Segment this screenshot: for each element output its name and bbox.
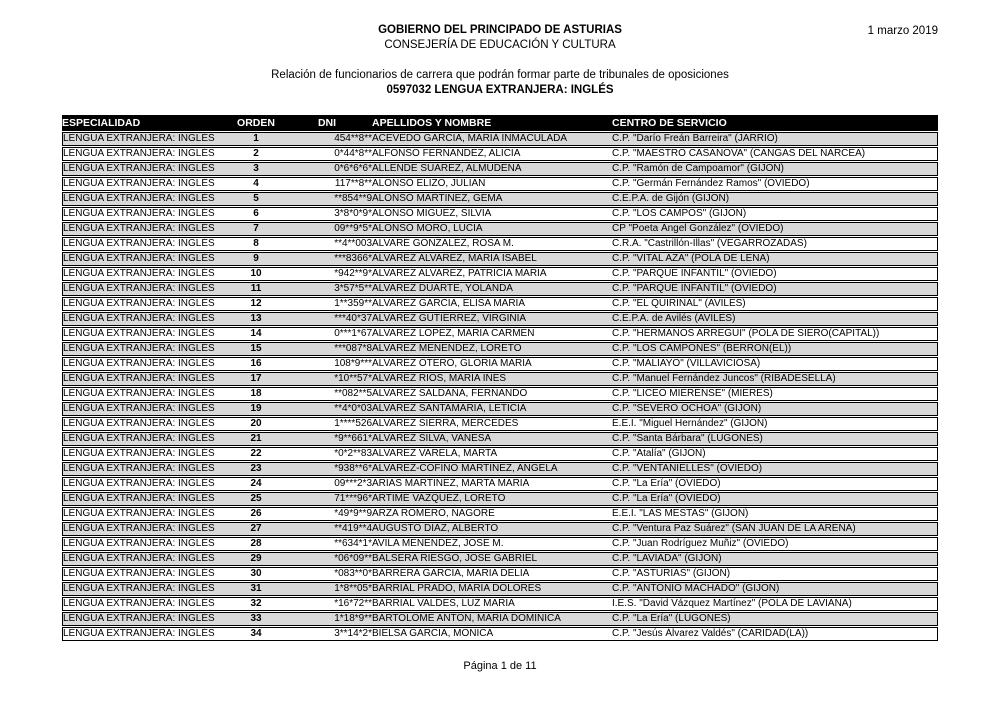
cell-dni: **419**4 [282, 522, 372, 536]
cell-especialidad: LENGUA EXTRANJERA: INGLÉS [62, 342, 230, 356]
cell-especialidad: LENGUA EXTRANJERA: INGLÉS [62, 582, 230, 596]
cell-dni: **854**9 [282, 192, 372, 206]
specialty-title: 0597032 LENGUA EXTRANJERA: INGLÉS [386, 84, 614, 96]
cell-especialidad: LENGUA EXTRANJERA: INGLÉS [62, 417, 230, 431]
table-header-row [62, 115, 938, 131]
cell-dni: 1**359** [282, 297, 372, 311]
cell-dni: ***8366* [282, 252, 372, 266]
table-row [62, 387, 938, 401]
table-row [62, 507, 938, 521]
cell-apellidos-nombre: BIELSA GARCIA, MONICA [372, 627, 612, 641]
cell-especialidad: LENGUA EXTRANJERA: INGLÉS [62, 522, 230, 536]
cell-centro-servicio: C.P. "PARQUE INFANTIL" (OVIEDO) [612, 267, 938, 281]
cell-orden: 6 [230, 207, 282, 221]
cell-apellidos-nombre: ALVAREZ LOPEZ, MARIA CARMEN [372, 327, 612, 341]
table-row [62, 177, 938, 191]
cell-dni: ***087*8 [282, 342, 372, 356]
cell-orden: 27 [230, 522, 282, 536]
cell-especialidad: LENGUA EXTRANJERA: INGLÉS [62, 192, 230, 206]
cell-dni: *083**0* [282, 567, 372, 581]
cell-dni: 09**9*5* [282, 222, 372, 236]
table-row [62, 282, 938, 296]
cell-orden: 23 [230, 462, 282, 476]
cell-especialidad: LENGUA EXTRANJERA: INGLÉS [62, 612, 230, 626]
cell-centro-servicio: C.P. "LOS CAMPONES" (BERRON(EL)) [612, 342, 938, 356]
cell-dni: 0*6*6*6* [282, 162, 372, 176]
cell-especialidad: LENGUA EXTRANJERA: INGLÉS [62, 132, 230, 146]
cell-dni: 1****526 [282, 417, 372, 431]
cell-dni: *0*2**83 [282, 447, 372, 461]
cell-centro-servicio: C.P. "LAVIADA" (GIJON) [612, 552, 938, 566]
cell-apellidos-nombre: ALVAREZ MENENDEZ, LORETO [372, 342, 612, 356]
table-row [62, 357, 938, 371]
cell-dni: 1*8**05* [282, 582, 372, 596]
cell-centro-servicio: C.R.A. "Castrillón-Illas" (VEGARROZADAS) [612, 237, 938, 251]
cell-apellidos-nombre: ALONSO ELIZO, JULIAN [372, 177, 612, 191]
cell-especialidad: LENGUA EXTRANJERA: INGLÉS [62, 462, 230, 476]
cell-dni: *9**661* [282, 432, 372, 446]
cell-especialidad: LENGUA EXTRANJERA: INGLÉS [62, 492, 230, 506]
cell-apellidos-nombre: ALONSO MARTINEZ, GEMA [372, 192, 612, 206]
cell-orden: 24 [230, 477, 282, 491]
roster-table [62, 114, 938, 642]
table-row [62, 492, 938, 506]
cell-apellidos-nombre: ALVAREZ VARELA, MARTA [372, 447, 612, 461]
cell-orden: 30 [230, 567, 282, 581]
cell-centro-servicio: C.P. "Ramón de Campoamor" (GIJON) [612, 162, 938, 176]
cell-orden: 11 [230, 282, 282, 296]
document-header [0, 0, 1000, 96]
cell-centro-servicio: CP "Poeta Ángel González" (OVIEDO) [612, 222, 938, 236]
column-header-orden: ORDEN [230, 115, 282, 131]
table-row [62, 432, 938, 446]
department-name: CONSEJERÍA DE EDUCACIÓN Y CULTURA [384, 39, 616, 51]
cell-especialidad: LENGUA EXTRANJERA: INGLÉS [62, 282, 230, 296]
cell-dni: 0*44*8** [282, 147, 372, 161]
cell-dni: 3*57*5** [282, 282, 372, 296]
cell-dni: **634*1* [282, 537, 372, 551]
cell-orden: 17 [230, 372, 282, 386]
cell-centro-servicio: C.P. "La Ería" (LUGONES) [612, 612, 938, 626]
table-header [62, 115, 938, 131]
cell-especialidad: LENGUA EXTRANJERA: INGLÉS [62, 357, 230, 371]
table-row [62, 162, 938, 176]
cell-apellidos-nombre: ARZA ROMERO, NAGORE [372, 507, 612, 521]
cell-centro-servicio: C.P. "Santa Bárbara" (LUGONES) [612, 432, 938, 446]
cell-orden: 3 [230, 162, 282, 176]
table-row [62, 267, 938, 281]
cell-orden: 18 [230, 387, 282, 401]
cell-orden: 26 [230, 507, 282, 521]
cell-dni: 0***1*67 [282, 327, 372, 341]
cell-especialidad: LENGUA EXTRANJERA: INGLÉS [62, 507, 230, 521]
cell-dni: *49*9**9 [282, 507, 372, 521]
cell-apellidos-nombre: ALVAREZ OTERO, GLORIA MARIA [372, 357, 612, 371]
cell-apellidos-nombre: ARTIME VAZQUEZ, LORETO [372, 492, 612, 506]
cell-apellidos-nombre: ALVAREZ ALVAREZ, PATRICIA MARIA [372, 267, 612, 281]
table-row [62, 522, 938, 536]
cell-dni: **082**5 [282, 387, 372, 401]
cell-centro-servicio: C.P. "EL QUIRINAL" (AVILES) [612, 297, 938, 311]
column-header-apellidos-nombre: APELLIDOS Y NOMBRE [372, 115, 612, 131]
cell-centro-servicio: C.P. "ANTONIO MACHADO" (GIJON) [612, 582, 938, 596]
cell-especialidad: LENGUA EXTRANJERA: INGLÉS [62, 627, 230, 641]
column-header-especialidad: ESPECIALIDAD [62, 115, 230, 131]
cell-centro-servicio: C.P. "SEVERO OCHOA" (GIJON) [612, 402, 938, 416]
cell-apellidos-nombre: BARTOLOME ANTON, MARIA DOMINICA [372, 612, 612, 626]
cell-orden: 13 [230, 312, 282, 326]
cell-apellidos-nombre: ALVAREZ SALDAÑA, FERNANDO [372, 387, 612, 401]
cell-dni: **4**003 [282, 237, 372, 251]
government-name: GOBIERNO DEL PRINCIPADO DE ASTURIAS [378, 24, 622, 36]
cell-especialidad: LENGUA EXTRANJERA: INGLÉS [62, 387, 230, 401]
cell-especialidad: LENGUA EXTRANJERA: INGLÉS [62, 327, 230, 341]
cell-centro-servicio: C.P. "VITAL AZA" (POLA DE LENA) [612, 252, 938, 266]
cell-orden: 25 [230, 492, 282, 506]
cell-centro-servicio: C.P. "VENTANIELLES" (OVIEDO) [612, 462, 938, 476]
cell-apellidos-nombre: ALVAREZ GUTIERREZ, VIRGINIA [372, 312, 612, 326]
cell-centro-servicio: C.P. "Manuel Fernández Juncos" (RIBADESELLA) [612, 372, 938, 386]
cell-apellidos-nombre: ALVARE GONZALEZ, ROSA M. [372, 237, 612, 251]
cell-apellidos-nombre: ALVAREZ SILVA, VANESA [372, 432, 612, 446]
cell-centro-servicio: C.P. "La Ería" (OVIEDO) [612, 477, 938, 491]
cell-orden: 5 [230, 192, 282, 206]
cell-apellidos-nombre: AUGUSTO DIAZ, ALBERTO [372, 522, 612, 536]
cell-apellidos-nombre: ALVAREZ GARCIA, ELISA MARIA [372, 297, 612, 311]
cell-centro-servicio: C.P. "MAESTRO CASANOVA" (CANGAS DEL NARCEA) [612, 147, 938, 161]
cell-dni: 09***2*3 [282, 477, 372, 491]
cell-centro-servicio: C.E.P.A. de Gijón (GIJON) [612, 192, 938, 206]
cell-orden: 1 [230, 132, 282, 146]
cell-dni: *10**57* [282, 372, 372, 386]
table-row [62, 552, 938, 566]
table-row [62, 252, 938, 266]
cell-centro-servicio: C.P. "Darío Freán Barreira" (JARRIO) [612, 132, 938, 146]
column-header-centro-servicio: CENTRO DE SERVICIO [612, 115, 938, 131]
table-row [62, 342, 938, 356]
cell-orden: 12 [230, 297, 282, 311]
cell-especialidad: LENGUA EXTRANJERA: INGLÉS [62, 222, 230, 236]
table-row [62, 567, 938, 581]
cell-apellidos-nombre: ACEVEDO GARCIA, MARIA INMACULADA [372, 132, 612, 146]
cell-especialidad: LENGUA EXTRANJERA: INGLÉS [62, 567, 230, 581]
cell-centro-servicio: C.P. "Germán Fernández Ramos" (OVIEDO) [612, 177, 938, 191]
cell-apellidos-nombre: BARRIAL VALDES, LUZ MARIA [372, 597, 612, 611]
table-row [62, 462, 938, 476]
cell-especialidad: LENGUA EXTRANJERA: INGLÉS [62, 552, 230, 566]
cell-apellidos-nombre: BARRIAL PRADO, MARIA DOLORES [372, 582, 612, 596]
cell-especialidad: LENGUA EXTRANJERA: INGLÉS [62, 237, 230, 251]
cell-especialidad: LENGUA EXTRANJERA: INGLÉS [62, 207, 230, 221]
cell-dni: 3*8*0*9* [282, 207, 372, 221]
cell-especialidad: LENGUA EXTRANJERA: INGLÉS [62, 312, 230, 326]
table-row [62, 417, 938, 431]
cell-dni: 454**8** [282, 132, 372, 146]
table-row [62, 477, 938, 491]
table-row [62, 597, 938, 611]
cell-orden: 2 [230, 147, 282, 161]
cell-especialidad: LENGUA EXTRANJERA: INGLÉS [62, 177, 230, 191]
cell-apellidos-nombre: ALVAREZ-COFIÑO MARTINEZ, ANGELA [372, 462, 612, 476]
cell-apellidos-nombre: ALONSO MORO, LUCIA [372, 222, 612, 236]
cell-orden: 4 [230, 177, 282, 191]
table-row [62, 222, 938, 236]
cell-especialidad: LENGUA EXTRANJERA: INGLÉS [62, 402, 230, 416]
cell-orden: 32 [230, 597, 282, 611]
table-row [62, 402, 938, 416]
cell-especialidad: LENGUA EXTRANJERA: INGLÉS [62, 537, 230, 551]
cell-orden: 34 [230, 627, 282, 641]
table-row [62, 612, 938, 626]
cell-dni: 3**14*2* [282, 627, 372, 641]
cell-orden: 16 [230, 357, 282, 371]
cell-especialidad: LENGUA EXTRANJERA: INGLÉS [62, 162, 230, 176]
cell-apellidos-nombre: BARRERA GARCIA, MARIA DELIA [372, 567, 612, 581]
cell-orden: 7 [230, 222, 282, 236]
cell-dni: **4*0*03 [282, 402, 372, 416]
cell-apellidos-nombre: ALFONSO FERNANDEZ, ALICIA [372, 147, 612, 161]
cell-dni: 1*18*9** [282, 612, 372, 626]
cell-apellidos-nombre: AVILA MENENDEZ, JOSE M. [372, 537, 612, 551]
document-date: 1 marzo 2019 [867, 25, 938, 37]
cell-centro-servicio: C.P. "ASTURIAS" (GIJON) [612, 567, 938, 581]
cell-orden: 22 [230, 447, 282, 461]
cell-orden: 20 [230, 417, 282, 431]
cell-dni: *16*72** [282, 597, 372, 611]
cell-dni: 108*9*** [282, 357, 372, 371]
cell-dni: *06*09** [282, 552, 372, 566]
cell-centro-servicio: C.P. "Jesús Álvarez Valdés" (CARIDAD(LA)) [612, 627, 938, 641]
cell-especialidad: LENGUA EXTRANJERA: INGLÉS [62, 372, 230, 386]
cell-orden: 14 [230, 327, 282, 341]
cell-especialidad: LENGUA EXTRANJERA: INGLÉS [62, 252, 230, 266]
cell-orden: 21 [230, 432, 282, 446]
cell-especialidad: LENGUA EXTRANJERA: INGLÉS [62, 147, 230, 161]
cell-orden: 9 [230, 252, 282, 266]
page-number: Página 1 de 11 [463, 660, 537, 672]
cell-orden: 10 [230, 267, 282, 281]
table-row [62, 627, 938, 641]
table-row [62, 147, 938, 161]
table-row [62, 192, 938, 206]
table-row [62, 207, 938, 221]
cell-centro-servicio: C.P. "LOS CAMPOS" (GIJON) [612, 207, 938, 221]
table-row [62, 132, 938, 146]
cell-dni: *938**6* [282, 462, 372, 476]
cell-apellidos-nombre: ALONSO MIGUEZ, SILVIA [372, 207, 612, 221]
cell-orden: 28 [230, 537, 282, 551]
cell-apellidos-nombre: ALVAREZ RIOS, MARIA INES [372, 372, 612, 386]
table-row [62, 537, 938, 551]
cell-orden: 33 [230, 612, 282, 626]
cell-apellidos-nombre: ARIAS MARTINEZ, MARTA MARIA [372, 477, 612, 491]
cell-especialidad: LENGUA EXTRANJERA: INGLÉS [62, 432, 230, 446]
cell-centro-servicio: E.E.I. "Miguel Hernández" (GIJON) [612, 417, 938, 431]
cell-dni: 71***96* [282, 492, 372, 506]
table-row [62, 327, 938, 341]
cell-orden: 29 [230, 552, 282, 566]
cell-apellidos-nombre: ALVAREZ SIERRA, MERCEDES [372, 417, 612, 431]
cell-apellidos-nombre: ALVAREZ SANTAMARIA, LETICIA [372, 402, 612, 416]
cell-orden: 8 [230, 237, 282, 251]
cell-centro-servicio: E.E.I. "LAS MESTAS" (GIJON) [612, 507, 938, 521]
cell-especialidad: LENGUA EXTRANJERA: INGLÉS [62, 477, 230, 491]
cell-centro-servicio: I.E.S. "David Vázquez Martínez" (POLA DE LAVIANA) [612, 597, 938, 611]
document-description: Relación de funcionarios de carrera que podrán formar parte de tribunales de oposiciones [271, 69, 729, 81]
cell-centro-servicio: C.E.P.A. de Avilés (AVILES) [612, 312, 938, 326]
cell-especialidad: LENGUA EXTRANJERA: INGLÉS [62, 447, 230, 461]
table-row [62, 237, 938, 251]
cell-centro-servicio: C.P. "PARQUE INFANTIL" (OVIEDO) [612, 282, 938, 296]
cell-centro-servicio: C.P. "MALIAYO" (VILLAVICIOSA) [612, 357, 938, 371]
cell-orden: 15 [230, 342, 282, 356]
cell-dni: *942**9* [282, 267, 372, 281]
cell-centro-servicio: C.P. "HERMANOS ARREGUI" (POLA DE SIERO(CAPITAL)) [612, 327, 938, 341]
column-header-dni: DNI [282, 115, 372, 131]
table-row [62, 447, 938, 461]
cell-apellidos-nombre: ALVAREZ DUARTE, YOLANDA [372, 282, 612, 296]
cell-especialidad: LENGUA EXTRANJERA: INGLÉS [62, 297, 230, 311]
table-row [62, 312, 938, 326]
cell-centro-servicio: C.P. "Atalía" (GIJON) [612, 447, 938, 461]
table-row [62, 297, 938, 311]
cell-apellidos-nombre: ALVAREZ ALVAREZ, MARIA ISABEL [372, 252, 612, 266]
table-row [62, 372, 938, 386]
cell-dni: ***40*37 [282, 312, 372, 326]
cell-dni: 117**8** [282, 177, 372, 191]
cell-especialidad: LENGUA EXTRANJERA: INGLÉS [62, 267, 230, 281]
cell-centro-servicio: C.P. "Juan Rodríguez Muñiz" (OVIEDO) [612, 537, 938, 551]
cell-apellidos-nombre: ALLENDE SUAREZ, ALMUDENA [372, 162, 612, 176]
table-body [62, 132, 938, 641]
cell-especialidad: LENGUA EXTRANJERA: INGLÉS [62, 597, 230, 611]
cell-centro-servicio: C.P. "LICEO MIERENSE" (MIERES) [612, 387, 938, 401]
table-row [62, 582, 938, 596]
cell-apellidos-nombre: BALSERA RIESGO, JOSE GABRIEL [372, 552, 612, 566]
cell-centro-servicio: C.P. "Ventura Paz Suárez" (SAN JUAN DE LA ARENA) [612, 522, 938, 536]
cell-orden: 31 [230, 582, 282, 596]
cell-orden: 19 [230, 402, 282, 416]
cell-centro-servicio: C.P. "La Ería" (OVIEDO) [612, 492, 938, 506]
